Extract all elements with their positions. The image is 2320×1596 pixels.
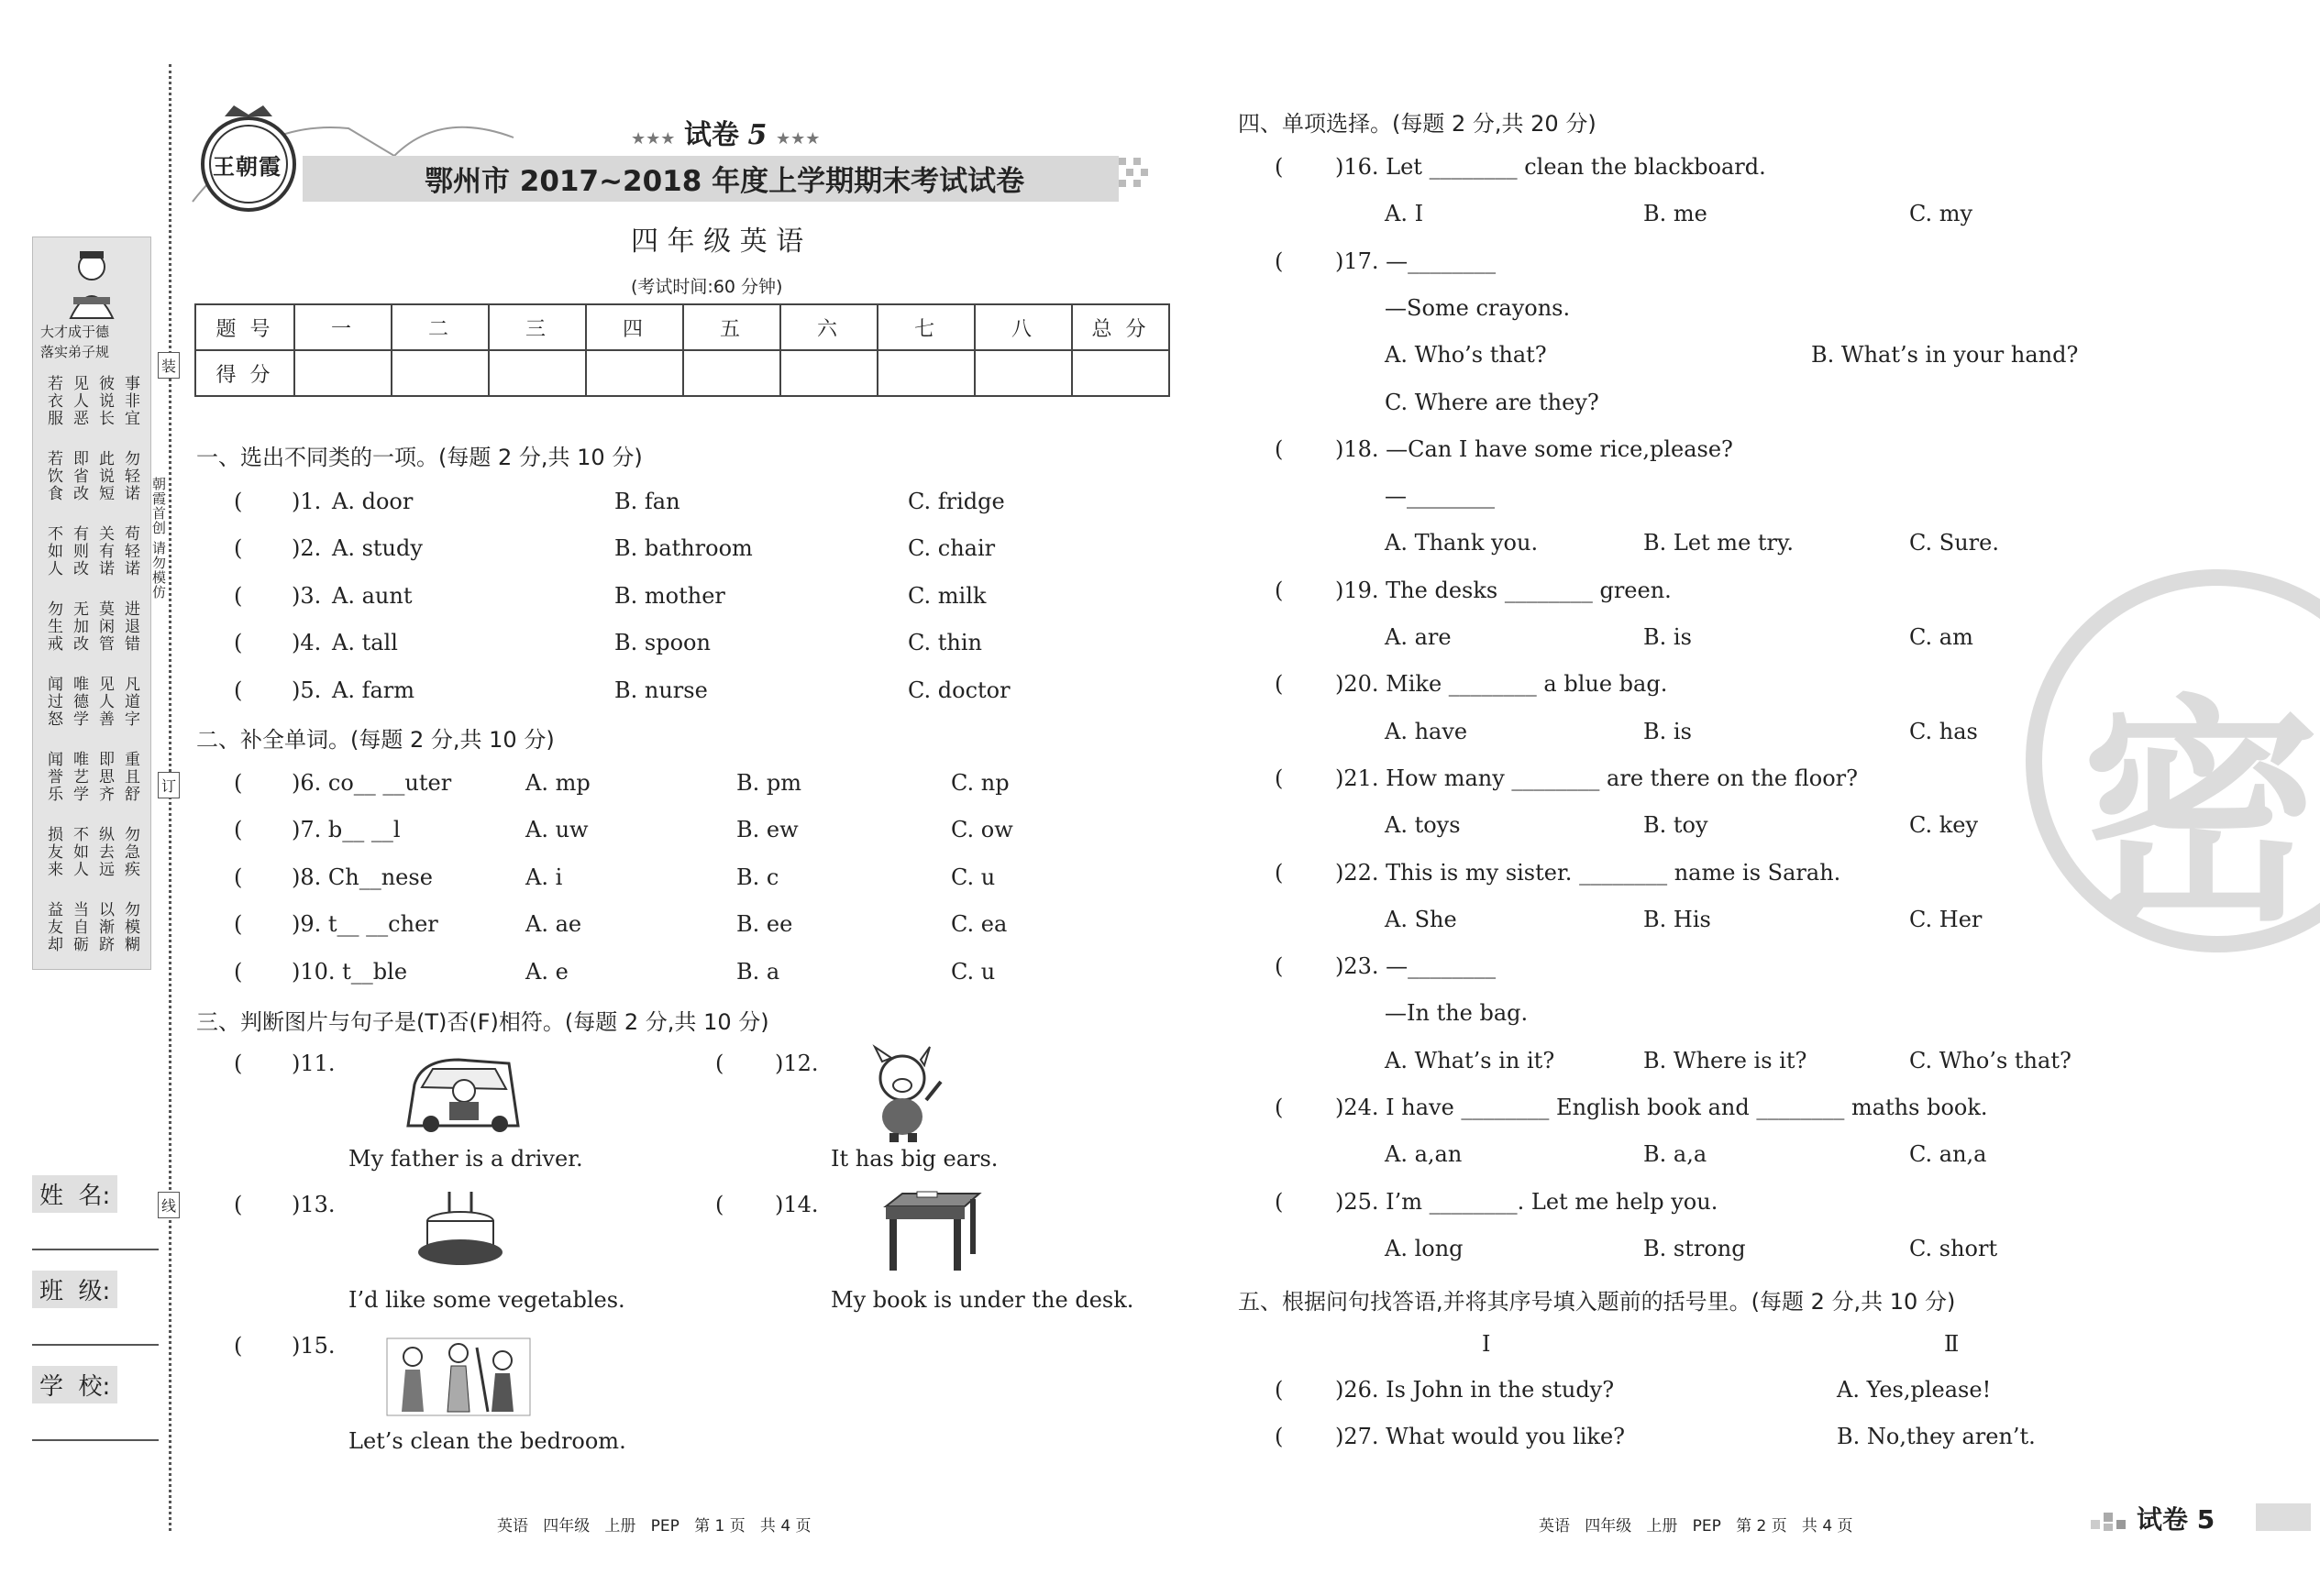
score-cell: 总 分	[1072, 304, 1169, 350]
option-b: B. me	[1643, 201, 1707, 227]
family-cleaning-picture	[385, 1329, 532, 1417]
option-a: A. Thank you.	[1385, 530, 1539, 556]
section2-title: 二、补全单词。(每题 2 分,共 10 分)	[196, 727, 555, 753]
option-a: A. long	[1385, 1235, 1464, 1261]
corner-label: 试卷 5	[2137, 1504, 2215, 1535]
school-label: 学 校:	[32, 1366, 117, 1403]
motto-column: 当自砺	[70, 901, 88, 953]
option-a: A. farm	[332, 677, 415, 703]
option-c: C. short	[1909, 1235, 1998, 1261]
section5-column-1-heading: Ⅰ	[1482, 1331, 1491, 1357]
question-12-text: It has big ears.	[831, 1146, 999, 1172]
question-number: )4.	[292, 630, 322, 656]
answer-paren[interactable]: (	[1275, 577, 1326, 603]
option-b: B. c	[736, 864, 779, 890]
answer-paren[interactable]: (	[234, 489, 285, 514]
score-input-cell[interactable]	[975, 350, 1072, 396]
motto-column: 见人善	[95, 676, 114, 728]
option-b: B. Where is it?	[1643, 1047, 1807, 1073]
seal-label-zhuang: 装	[158, 352, 180, 379]
question-q19: )19. The desks ________ green.	[1335, 577, 1672, 603]
option-b: B. ew	[736, 817, 799, 843]
question-15-text: Let’s clean the bedroom.	[348, 1428, 626, 1454]
option-b: B. is	[1643, 624, 1692, 650]
motto-column: 以渐跻	[95, 901, 114, 953]
option-a: A. mp	[525, 770, 591, 796]
answer-paren[interactable]: (	[234, 817, 285, 843]
option-c: C. milk	[908, 582, 987, 609]
option-c: C. thin	[908, 630, 982, 656]
question-number: )5.	[292, 677, 322, 703]
question-13-text: I’d like some vegetables.	[348, 1287, 625, 1313]
motto-column: 勿模糊	[121, 901, 139, 953]
question-q20: )20. Mike ________ a blue bag.	[1335, 671, 1668, 698]
motto-column: 勿急疾	[121, 826, 139, 878]
motto-column: 唯德学	[70, 676, 88, 728]
school-field[interactable]	[32, 1439, 159, 1441]
option-b: B. ee	[736, 911, 793, 938]
class-label: 班 级:	[32, 1271, 117, 1308]
score-table-score-row	[195, 350, 1169, 396]
option-c: C. am	[1909, 624, 1973, 650]
answer-paren[interactable]: (	[234, 958, 285, 985]
answer-paren[interactable]: (	[1275, 154, 1326, 180]
question-14-number: )14.	[775, 1192, 819, 1217]
answer-option-b: B. No,they aren’t.	[1837, 1424, 2036, 1449]
option-b: B. What’s in your hand?	[1811, 342, 2079, 369]
score-cell: 六	[780, 304, 878, 350]
option-c: C. an,a	[1909, 1141, 1987, 1168]
seal-label-xian: 线	[158, 1192, 180, 1218]
motto-column: 若衣服	[44, 375, 62, 427]
motto-column: 不如人	[44, 525, 62, 578]
score-input-cell[interactable]	[780, 350, 878, 396]
answer-paren-12[interactable]: (	[715, 1051, 767, 1076]
motto-column: 即省改	[70, 450, 88, 502]
question-q25: )25. I’m ________. Let me help you.	[1335, 1188, 1718, 1215]
score-input-cell[interactable]	[392, 350, 489, 396]
question-14-text: My book is under the desk.	[831, 1287, 1134, 1313]
answer-paren-27[interactable]: (	[1275, 1424, 1326, 1449]
score-cell: 五	[683, 304, 780, 350]
motto-column: 损友来	[44, 826, 62, 878]
option-a: A. toys	[1385, 812, 1461, 839]
answer-paren[interactable]: (	[234, 770, 285, 796]
score-input-cell[interactable]	[878, 350, 975, 396]
motto-column: 凡道字	[121, 676, 139, 728]
section5-title: 五、根据问句找答语,并将其序号填入题前的括号里。(每题 2 分,共 10 分)	[1238, 1289, 1956, 1315]
motto-column: 有则改	[70, 525, 88, 578]
question-27: )27. What would you like?	[1335, 1424, 1626, 1449]
option-c: C. fridge	[908, 489, 1005, 514]
motto-column: 重且舒	[121, 751, 139, 803]
motto-top-line-1: 大才成于德	[40, 324, 110, 340]
score-cell: 三	[489, 304, 586, 350]
score-cell: 八	[975, 304, 1072, 350]
taxi-driver-picture	[403, 1052, 523, 1133]
motto-column: 莫闲管	[95, 600, 114, 653]
score-cell: 七	[878, 304, 975, 350]
brand-logo-text: 王朝霞	[213, 154, 282, 180]
motto-column: 关有诺	[95, 525, 114, 578]
option-b: B. mother	[614, 582, 725, 609]
answer-option-a: A. Yes,please!	[1837, 1377, 1992, 1403]
copyright-note: 朝霞首创 请勿模仿	[150, 477, 167, 600]
option-c: C. np	[951, 770, 1010, 796]
answer-paren[interactable]: (	[234, 677, 285, 703]
motto-column: 即思齐	[95, 751, 114, 803]
option-b: B. strong	[1643, 1235, 1746, 1261]
question-q16: )16. Let ________ clean the blackboard.	[1335, 154, 1766, 180]
answer-paren[interactable]: (	[234, 911, 285, 938]
answer-paren[interactable]: (	[234, 582, 285, 609]
score-cell: 题 号	[195, 304, 294, 350]
question-11-number: )11.	[292, 1051, 336, 1076]
motto-column: 此说短	[95, 450, 114, 502]
section4-title: 四、单项选择。(每题 2 分,共 20 分)	[1238, 111, 1596, 137]
paper-number-label	[631, 112, 820, 152]
option-a: A. have	[1385, 718, 1468, 744]
watermark-char: 密	[2082, 677, 2320, 953]
name-field[interactable]	[32, 1249, 159, 1250]
score-cell: 四	[586, 304, 683, 350]
question-q17-line2: —Some crayons.	[1385, 294, 1571, 321]
exam-subtitle: 四 年 级 英 语	[631, 226, 804, 258]
score-input-cell[interactable]	[683, 350, 780, 396]
option-a: A. uw	[525, 817, 589, 843]
motto-column: 事非宜	[121, 375, 139, 427]
option-c: C. Her	[1909, 906, 1983, 932]
desk-book-picture	[880, 1188, 983, 1272]
option-a: A. a,an	[1385, 1141, 1463, 1168]
question-11-text: My father is a driver.	[348, 1146, 583, 1172]
answer-paren[interactable]: (	[1275, 1095, 1326, 1120]
motto-panel	[32, 237, 151, 970]
question-q18-line2: —________	[1385, 483, 1495, 510]
paper-label: 试卷	[683, 119, 739, 151]
motto-column: 彼说长	[95, 375, 114, 427]
motto-column: 无加改	[70, 600, 88, 653]
motto-column: 勿生戒	[44, 600, 62, 653]
question-q23: )23. —________	[1335, 953, 1497, 980]
option-b: B. a,a	[1643, 1141, 1707, 1168]
motto-column: 唯艺学	[70, 751, 88, 803]
option-a: A. tall	[332, 630, 398, 656]
answer-paren[interactable]: (	[234, 630, 285, 656]
class-field[interactable]	[32, 1344, 159, 1346]
answer-paren[interactable]: (	[234, 864, 285, 890]
option-c: C. chair	[908, 535, 996, 562]
section3-title: 三、判断图片与句子是(T)否(F)相符。(每题 2 分,共 10 分)	[196, 1009, 769, 1035]
question-number: )6. co__ __uter	[292, 770, 452, 796]
option-c: C. Who’s that?	[1909, 1047, 2071, 1073]
motto-column: 见人恶	[70, 375, 88, 427]
option-a: A. i	[525, 864, 563, 890]
option-c: C. u	[951, 958, 996, 985]
option-b: B. a	[736, 958, 780, 985]
score-cell: 得 分	[195, 350, 294, 396]
motto-column: 勿轻诺	[121, 450, 139, 502]
score-input-cell[interactable]	[294, 350, 392, 396]
section1-title: 一、选出不同类的一项。(每题 2 分,共 10 分)	[196, 445, 643, 470]
motto-column: 苟轻诺	[121, 525, 139, 578]
question-q18: )18. —Can I have some rice,please?	[1335, 435, 1733, 462]
motto-column: 进退错	[121, 600, 139, 653]
answer-paren-11[interactable]: (	[234, 1051, 285, 1076]
question-q23-line2: —In the bag.	[1385, 1000, 1529, 1027]
option-a: A. She	[1385, 906, 1457, 932]
option-c: C. Sure.	[1909, 530, 1999, 556]
score-input-cell[interactable]	[586, 350, 683, 396]
question-number: )1.	[292, 489, 322, 514]
option-c: C. ow	[951, 817, 1013, 843]
option-b: B. pm	[736, 770, 802, 796]
seal-label-ding: 订	[158, 772, 180, 798]
question-number: )8. Ch__nese	[292, 864, 433, 890]
score-table	[194, 303, 1170, 397]
footer-page-1: 英语 四年级 上册 PEP 第 1 页 共 4 页	[497, 1517, 812, 1535]
corner-paper-tag	[2091, 1500, 2274, 1533]
name-label: 姓 名:	[32, 1175, 117, 1213]
question-number: )3.	[292, 582, 322, 609]
question-number: )2.	[292, 535, 322, 562]
paper-no: 5	[747, 119, 768, 151]
question-number: )7. b__ __l	[292, 817, 401, 843]
option-a: A. What’s in it?	[1385, 1047, 1555, 1073]
answer-paren-26[interactable]: (	[1275, 1377, 1326, 1403]
motto-column: 纵去远	[95, 826, 114, 878]
birthday-cake-picture	[414, 1188, 506, 1272]
question-13-number: )13.	[292, 1192, 336, 1217]
option-c: C. ea	[951, 911, 1008, 938]
score-table-header-row	[195, 304, 1169, 350]
answer-paren[interactable]: (	[1275, 435, 1326, 462]
question-q21: )21. How many ________ are there on the floor?	[1335, 765, 1858, 791]
score-input-cell[interactable]	[489, 350, 586, 396]
motto-column: 若饮食	[44, 450, 62, 502]
option-a: A. aunt	[332, 582, 413, 609]
option-c: C. key	[1909, 812, 1979, 839]
stars-right: ★★★	[775, 129, 821, 149]
option-b: B. fan	[614, 489, 680, 514]
question-q24: )24. I have ________ English book and ________ maths book.	[1335, 1095, 1988, 1120]
option-b: B. is	[1643, 718, 1692, 744]
option-a: A. Who’s that?	[1385, 342, 1547, 369]
answer-paren[interactable]: (	[1275, 765, 1326, 791]
footer-page-2: 英语 四年级 上册 PEP 第 2 页 共 4 页	[1539, 1517, 1853, 1535]
option-a: A. I	[1385, 201, 1424, 227]
answer-paren[interactable]: (	[1275, 248, 1326, 274]
question-12-number: )12.	[775, 1051, 819, 1076]
question-number: )10. t__ble	[292, 958, 408, 985]
question-26: )26. Is John in the study?	[1335, 1377, 1615, 1403]
question-15-number: )15.	[292, 1333, 336, 1359]
motto-top-line-2: 落实弟子规	[40, 344, 110, 360]
exam-time-note: (考试时间:60 分钟)	[631, 277, 783, 297]
option-c: C. my	[1909, 201, 1973, 227]
motto-column: 不如人	[70, 826, 88, 878]
option-c: C. u	[951, 864, 996, 890]
option-b: B. toy	[1643, 812, 1708, 839]
motto-column: 闻誉乐	[44, 751, 62, 803]
question-q22: )22. This is my sister. ________ name is Sarah.	[1335, 859, 1841, 886]
option-a: A. door	[332, 489, 414, 514]
answer-paren[interactable]: (	[234, 535, 285, 562]
answer-paren[interactable]: (	[1275, 859, 1326, 886]
answer-paren-14[interactable]: (	[715, 1192, 767, 1217]
question-q17: )17. —________	[1335, 248, 1497, 274]
option-c: C. Where are they?	[1385, 389, 1599, 415]
exam-title: 鄂州市 2017~2018 年度上学期期末考试试卷	[425, 165, 1025, 198]
option-a: A. ae	[525, 911, 582, 938]
option-b: B. Let me try.	[1643, 530, 1795, 556]
answer-paren-15[interactable]: (	[234, 1333, 285, 1359]
scholar-figure-icon	[60, 247, 124, 320]
corner-gray-bar	[2256, 1503, 2311, 1531]
option-b: B. nurse	[614, 677, 708, 703]
answer-paren[interactable]: (	[1275, 1188, 1326, 1215]
score-cell: 二	[392, 304, 489, 350]
stars-left: ★★★	[631, 129, 676, 149]
option-a: A. e	[525, 958, 569, 985]
option-a: A. study	[332, 535, 423, 562]
option-a: A. are	[1385, 624, 1452, 650]
answer-paren-13[interactable]: (	[234, 1192, 285, 1217]
option-b: B. bathroom	[614, 535, 753, 562]
score-cell: 一	[294, 304, 392, 350]
option-b: B. His	[1643, 906, 1711, 932]
pig-picture	[862, 1045, 954, 1144]
question-number: )9. t__ __cher	[292, 911, 438, 938]
answer-paren[interactable]: (	[1275, 671, 1326, 698]
option-c: C. doctor	[908, 677, 1011, 703]
option-c: C. has	[1909, 718, 1978, 744]
answer-paren[interactable]: (	[1275, 953, 1326, 980]
corner-squares-icon	[2091, 1503, 2135, 1531]
motto-column: 益友却	[44, 901, 62, 953]
option-b: B. spoon	[614, 630, 711, 656]
motto-column: 闻过怒	[44, 676, 62, 728]
section5-column-2-heading: Ⅱ	[1944, 1331, 1960, 1357]
score-input-cell[interactable]	[1072, 350, 1169, 396]
